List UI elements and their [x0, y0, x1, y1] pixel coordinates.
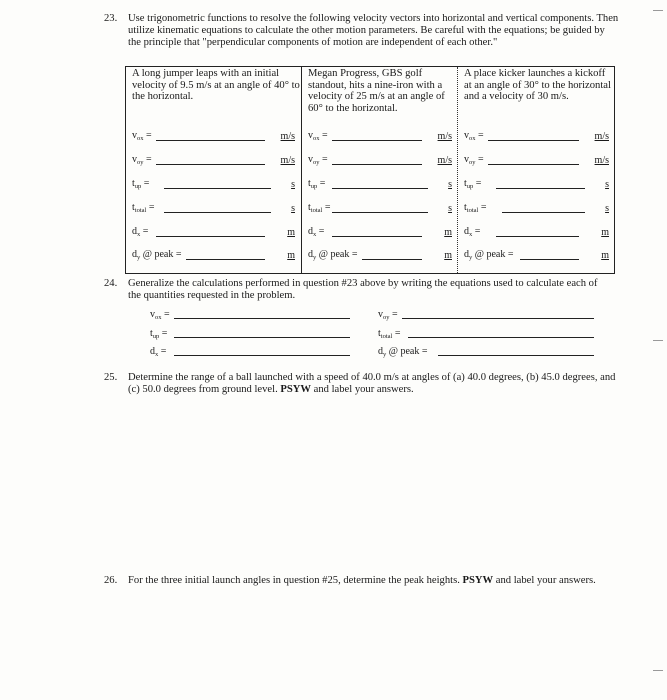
quantity-label: $d_y$ @ peak = [132, 249, 182, 261]
unit-label: s [291, 179, 295, 190]
answer-line-tup[interactable] [174, 337, 350, 338]
question-number: 23. [104, 13, 118, 24]
answer-line-ttotal[interactable] [408, 337, 594, 338]
answer-row [458, 153, 615, 167]
answer-row [302, 177, 458, 191]
equation-dx: $d_x$ = [150, 346, 350, 358]
answer-row [302, 201, 458, 215]
question-number: 26. [104, 575, 118, 586]
question-number: 25. [104, 372, 118, 383]
table-column-long-jumper [126, 67, 301, 273]
quantity-label: $t_{total}$ = [308, 202, 331, 214]
column-prompt: A place kicker launches a kickoff at an angle of 30° to the horizontal and a velocity of 30 m/s. [464, 68, 611, 102]
answer-blank[interactable] [156, 236, 265, 237]
equation-vox: $v_{ox}$ = [150, 309, 350, 321]
answer-blank[interactable] [488, 164, 579, 165]
quantity-label: $t_{total}$ = [464, 202, 487, 214]
answer-line-dy[interactable] [438, 355, 594, 356]
unit-label: m/s [280, 131, 295, 142]
answer-blank[interactable] [332, 236, 422, 237]
quantity-label: $t_{up}$ = [132, 178, 150, 190]
answer-row [126, 153, 301, 167]
quantity-label: $v_{ox}$ = [132, 130, 152, 142]
unit-label: m/s [437, 155, 452, 166]
answer-blank[interactable] [164, 212, 271, 213]
quantity-label: $d_x$ = [464, 226, 481, 238]
unit-label: m/s [594, 131, 609, 142]
answer-row [302, 248, 458, 262]
unit-label: m/s [437, 131, 452, 142]
answer-blank[interactable] [496, 188, 585, 189]
answer-blank[interactable] [332, 188, 428, 189]
answer-row [126, 177, 301, 191]
quantity-label: $v_{oy}$ = [308, 154, 328, 166]
answer-row [126, 225, 301, 239]
answer-blank[interactable] [332, 140, 422, 141]
quantity-label: $v_{oy}$ = [132, 154, 152, 166]
quantity-label: $d_x$ = [132, 226, 149, 238]
table-column-kicker [457, 67, 615, 273]
answer-row [458, 201, 615, 215]
scan-mark [653, 670, 663, 671]
quantity-label: $v_{ox}$ = [464, 130, 484, 142]
quantity-label: $t_{up}$ = [308, 178, 326, 190]
unit-label: s [448, 203, 452, 214]
answer-blank[interactable] [362, 259, 422, 260]
unit-label: s [448, 179, 452, 190]
answer-blank[interactable] [520, 259, 579, 260]
equation-tup: $t_{up}$ = [150, 328, 350, 340]
column-prompt: Megan Progress, GBS golf standout, hits a nine-iron with a velocity of 25 m/s at an angle of 60° to the horizontal. [308, 68, 445, 114]
answer-row [458, 248, 615, 262]
unit-label: m [601, 227, 609, 238]
answer-row [458, 177, 615, 191]
answer-blank[interactable] [332, 164, 422, 165]
answer-blank[interactable] [156, 164, 265, 165]
question-text: Generalize the calculations performed in question #23 above by writing the equations used to calculate each of the quantities requested in the problem. [128, 278, 598, 301]
unit-label: m [287, 227, 295, 238]
answer-row [302, 225, 458, 239]
answer-blank[interactable] [186, 259, 265, 260]
answer-blank[interactable] [332, 212, 428, 213]
equation-voy: $v_{oy}$ = [378, 309, 594, 321]
scan-mark [653, 340, 663, 341]
answer-blank[interactable] [496, 236, 579, 237]
question-number: 24. [104, 278, 118, 289]
table-column-golfer [301, 67, 458, 273]
unit-label: m [444, 227, 452, 238]
unit-label: m/s [594, 155, 609, 166]
scan-mark [653, 10, 663, 11]
equation-dy: $d_y$ @ peak = [378, 346, 594, 358]
unit-label: m [601, 250, 609, 261]
quantity-label: $t_{up}$ = [464, 178, 482, 190]
answer-blank[interactable] [156, 140, 265, 141]
column-prompt: A long jumper leaps with an initial velocity of 9.5 m/s at an angle of 40° to the horizontal. [132, 68, 300, 102]
question-text: Determine the range of a ball launched with a speed of 40.0 m/s at angles of (a) 40.0 degrees, (b) 45.0 degrees, and (c) 50.0 degrees from ground level. PSYW and label your answers. [128, 372, 616, 395]
answer-row [126, 129, 301, 143]
quantity-label: $v_{oy}$ = [464, 154, 484, 166]
answer-row [126, 248, 301, 262]
answer-row [302, 153, 458, 167]
answer-row [458, 129, 615, 143]
answer-line-voy[interactable] [402, 318, 594, 319]
quantity-label: $v_{ox}$ = [308, 130, 328, 142]
answer-line-dx[interactable] [174, 355, 350, 356]
unit-label: m [444, 250, 452, 261]
answer-row [458, 225, 615, 239]
answer-blank[interactable] [164, 188, 271, 189]
answer-line-vox[interactable] [174, 318, 350, 319]
psyw-emphasis: PSYW [462, 575, 494, 586]
answer-row [126, 201, 301, 215]
answer-blank[interactable] [488, 140, 579, 141]
quantity-label: $t_{total}$ = [132, 202, 155, 214]
answer-row [302, 129, 458, 143]
quantity-label: $d_y$ @ peak = [308, 249, 358, 261]
unit-label: m/s [280, 155, 295, 166]
equation-ttotal: $t_{total}$ = [378, 328, 594, 340]
psyw-emphasis: PSYW [280, 384, 311, 395]
quantity-label: $d_x$ = [308, 226, 325, 238]
unit-label: s [605, 179, 609, 190]
answer-blank[interactable] [502, 212, 585, 213]
unit-label: s [605, 203, 609, 214]
question-text: For the three initial launch angles in question #25, determine the peak heights. PSYW and label your answers. [128, 575, 596, 586]
unit-label: m [287, 250, 295, 261]
unit-label: s [291, 203, 295, 214]
question-text: Use trigonometric functions to resolve the following velocity vectors into horizontal and vertical components. Then utilize kinematic equations to calculate the other motion parameters. Be careful with the equations; be guided by the principle that "perpendicular components of motion are independent of each other." [128, 13, 619, 48]
problem-table [125, 66, 615, 274]
quantity-label: $d_y$ @ peak = [464, 249, 514, 261]
